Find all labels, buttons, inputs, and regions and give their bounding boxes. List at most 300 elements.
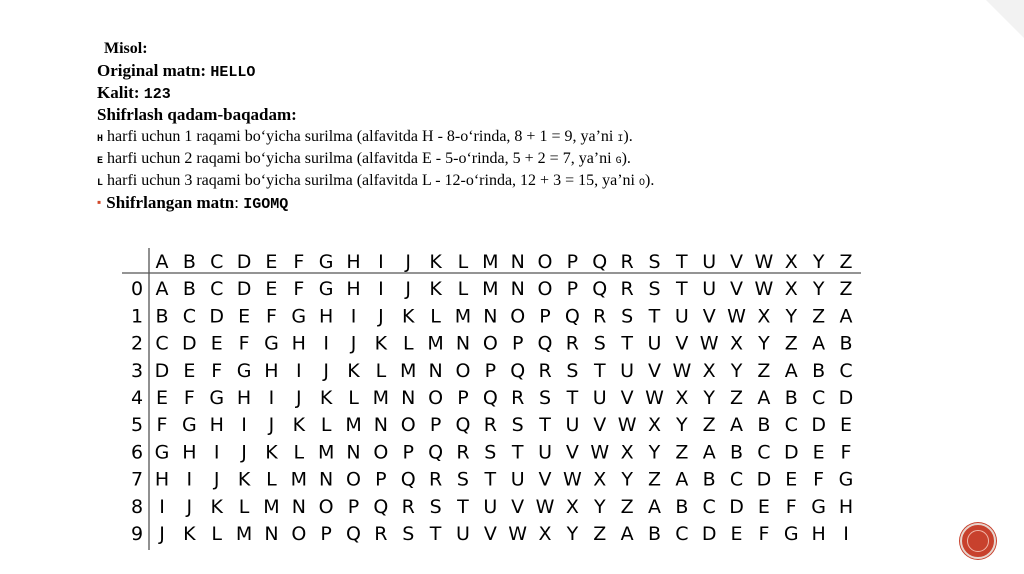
table-cell: E [265, 278, 278, 301]
table-cell: H [154, 468, 170, 491]
table-cell: X [757, 305, 771, 328]
table-cell: S [511, 414, 524, 437]
table-cell: Y [785, 305, 798, 328]
table-cell: R [511, 387, 525, 409]
step-text: harfi uchun 1 raqami bo‘yicha surilma (alfavitda H - 8-o‘rinda, 8 + 1 = 9, ya’ni [103, 128, 618, 145]
table-header-cell: W [754, 251, 774, 273]
table-cell: N [483, 305, 498, 328]
table-cell: E [785, 468, 798, 491]
table-cell: N [401, 387, 416, 409]
table-cell: X [675, 387, 689, 409]
table-row-label: 1 [130, 305, 144, 328]
table-cell: H [236, 387, 252, 409]
table-cell: C [675, 523, 689, 545]
table-cell: S [456, 468, 469, 491]
table-cell: I [323, 332, 329, 355]
table-cell: S [429, 495, 442, 518]
table-cell: X [593, 468, 607, 491]
table-cell: Q [482, 387, 498, 409]
table-cell: A [675, 468, 689, 491]
table-cell: W [590, 441, 610, 464]
table-header-cell: Z [839, 251, 853, 273]
table-cell: P [429, 414, 442, 437]
circle-nav-icon[interactable] [960, 523, 996, 559]
table-cell: U [674, 305, 689, 328]
table-cell: B [182, 278, 196, 301]
table-cell: N [264, 523, 279, 545]
table-cell: I [295, 359, 302, 382]
table-header-cell: X [784, 251, 798, 273]
table-cell: Q [373, 495, 389, 518]
step-text: harfi uchun 2 raqami bo‘yicha surilma (alfavitda E - 5-o‘rinda, 5 + 2 = 7, ya’ni [103, 150, 616, 167]
table-cell: D [756, 468, 772, 491]
encrypted-value: IGOMQ [243, 196, 289, 213]
table-cell: Q [346, 523, 362, 545]
table-cell: W [617, 414, 637, 437]
table-header-cell: C [210, 251, 224, 273]
table-cell: I [186, 468, 193, 491]
table-cell: E [238, 305, 251, 328]
table-cell: U [538, 441, 553, 464]
table-cell: V [730, 278, 744, 301]
table-cell: F [758, 523, 770, 545]
table-cell: C [182, 305, 197, 328]
table-cell: N [373, 414, 388, 437]
table-header-cell: J [405, 251, 412, 273]
table-cell: D [811, 414, 826, 437]
table-cell: I [378, 278, 384, 301]
table-header-cell: A [155, 251, 169, 273]
table-cell: Y [676, 414, 688, 437]
table-cell: O [428, 387, 444, 409]
key-label: Kalit: [97, 83, 140, 102]
table-cell: T [676, 278, 688, 301]
table-header-cell: O [537, 251, 553, 273]
table-cell: A [702, 441, 716, 464]
table-header-cell: D [236, 251, 252, 273]
table-cell: J [213, 468, 220, 491]
table-cell: O [318, 495, 334, 518]
table-cell: J [323, 359, 329, 382]
table-cell: G [811, 495, 827, 518]
table-header-cell: B [182, 251, 196, 273]
table-cell: M [400, 359, 417, 382]
table-cell: B [647, 523, 662, 545]
original-label: Original matn: [97, 61, 207, 80]
table-cell: O [291, 523, 307, 545]
table-cell: R [428, 468, 443, 491]
table-cell: U [702, 278, 717, 301]
table-cell: H [319, 305, 334, 328]
table-cell: M [290, 468, 308, 491]
table-cell: F [785, 495, 797, 518]
table-cell: Q [510, 359, 526, 382]
table-header-cell: H [346, 251, 361, 273]
table-cell: F [813, 468, 825, 491]
table-cell: P [320, 523, 332, 545]
table-cell: E [812, 441, 825, 464]
table-cell: Y [593, 495, 606, 518]
table-cell: K [210, 495, 223, 518]
table-cell: E [757, 495, 770, 518]
table-cell: T [621, 332, 633, 355]
table-cell: E [155, 387, 169, 409]
table-cell: J [186, 495, 193, 518]
table-cell: K [237, 468, 251, 491]
table-cell: C [210, 278, 224, 301]
table-cell: T [593, 359, 606, 382]
circle-nav-inner [967, 530, 989, 552]
step-text: harfi uchun 3 raqami bo‘yicha surilma (alfavitda L - 12-o‘rinda, 12 + 3 = 15, ya’ni [103, 172, 639, 189]
table-cell: M [235, 523, 253, 545]
table-header-cell: G [318, 251, 334, 273]
table-cell: Q [455, 414, 471, 437]
table-cell: O [510, 305, 526, 328]
table-cell: B [812, 359, 826, 382]
table-cell: R [593, 305, 607, 328]
table-cell: V [538, 468, 552, 491]
table-cell: Y [566, 523, 579, 545]
step-result: I [617, 134, 624, 145]
table-cell: S [566, 359, 579, 382]
step-letter: L [97, 178, 104, 189]
table-cell: O [346, 468, 362, 491]
table-cell: I [350, 305, 357, 328]
table-cell: D [783, 441, 799, 464]
encrypted-label: Shifrlangan matn [106, 193, 235, 212]
table-cell: P [484, 359, 497, 382]
table-cell: X [702, 359, 716, 382]
table-cell: P [539, 305, 551, 328]
table-cell: C [155, 332, 169, 355]
table-cell: R [620, 278, 634, 301]
table-header-cell: M [482, 251, 499, 273]
table-cell: S [593, 332, 606, 355]
table-cell: S [648, 278, 661, 301]
table-cell: T [539, 414, 551, 437]
table-cell: Z [812, 305, 826, 328]
table-cell: V [675, 332, 689, 355]
table-cell: Q [428, 441, 444, 464]
table-cell: K [183, 523, 196, 545]
table-cell: R [456, 441, 470, 464]
table-cell: V [647, 359, 661, 382]
table-cell: C [811, 387, 826, 409]
table-cell: J [241, 441, 247, 464]
original-value: HELLO [210, 64, 256, 81]
table-cell: I [159, 495, 165, 518]
table-cell: D [701, 523, 717, 545]
table-cell: U [620, 359, 635, 382]
table-cell: R [483, 414, 497, 437]
table-cell: A [784, 359, 798, 382]
table-cell: O [482, 332, 498, 355]
table-cell: Z [675, 441, 689, 464]
table-cell: N [346, 441, 361, 464]
table-cell: Z [593, 523, 607, 545]
table-cell: L [348, 387, 359, 409]
table-cell: N [428, 359, 443, 382]
table-cell: G [264, 332, 279, 355]
table-cell: A [647, 495, 661, 518]
table-cell: Q [592, 278, 608, 301]
table-cell: Y [621, 468, 633, 491]
table-cell: X [784, 278, 798, 301]
table-cell: O [455, 359, 471, 382]
table-cell: M [345, 414, 362, 437]
table-cell: B [730, 441, 744, 464]
table-row-label: 4 [130, 387, 144, 409]
table-row-label: 9 [130, 523, 144, 545]
table-cell: L [238, 495, 250, 518]
table-cell: X [620, 441, 634, 464]
table-row-label: 3 [130, 359, 144, 382]
table-cell: S [484, 441, 497, 464]
table-cell: J [405, 278, 412, 301]
table-cell: M [372, 387, 390, 409]
table-cell: N [319, 468, 334, 491]
table-cell: W [672, 359, 692, 382]
table-cell: N [510, 278, 525, 301]
table-cell: F [840, 441, 852, 464]
table-cell: L [211, 523, 223, 545]
table-cell: T [429, 523, 442, 545]
table-cell: B [757, 414, 771, 437]
table-cell: W [563, 468, 582, 491]
step-tail: ). [644, 172, 655, 189]
table-cell: H [291, 332, 306, 355]
table-cell: N [291, 495, 306, 518]
table-cell: H [346, 278, 361, 301]
table-cell: L [430, 305, 441, 328]
table-cell: V [483, 523, 497, 545]
table-cell: M [317, 441, 335, 464]
table-cell: Q [537, 332, 553, 355]
table-cell: X [538, 523, 552, 545]
table-cell: J [350, 332, 357, 355]
table-cell: C [729, 468, 744, 491]
table-cell: B [155, 305, 169, 328]
table-cell: A [730, 414, 744, 437]
table-cell: K [292, 414, 306, 437]
table-cell: D [154, 359, 170, 382]
bullet-square-icon: ▪ [97, 195, 102, 209]
table-cell: K [319, 387, 333, 409]
table-cell: Q [564, 305, 580, 328]
key-value: 123 [143, 86, 171, 103]
table-cell: D [209, 305, 225, 328]
table-header-cell: Q [592, 251, 608, 273]
table-cell: A [155, 278, 169, 301]
table-cell: X [647, 414, 661, 437]
table-cell: L [457, 278, 469, 301]
step-result: G [615, 156, 622, 167]
table-row-label: 7 [130, 468, 144, 491]
table-cell: H [182, 441, 197, 464]
table-row-label: 5 [130, 414, 144, 437]
table-cell: G [236, 359, 252, 382]
table-header-cell: S [648, 251, 661, 273]
table-cell: G [838, 468, 854, 491]
table-cell: H [264, 359, 279, 382]
table-cell: S [621, 305, 634, 328]
table-cell: F [156, 414, 168, 437]
table-cell: U [592, 387, 607, 409]
table-cell: F [265, 305, 277, 328]
table-cell: K [347, 359, 360, 382]
table-cell: M [427, 332, 444, 355]
table-cell: I [213, 441, 220, 464]
table-cell: A [839, 305, 853, 328]
table-header-cell: U [702, 251, 717, 273]
table-cell: S [539, 387, 552, 409]
table-cell: A [757, 387, 771, 409]
table-cell: L [375, 359, 387, 382]
table-cell: E [730, 523, 743, 545]
table-cell: W [645, 387, 664, 409]
table-cell: L [320, 414, 332, 437]
table-cell: R [565, 332, 580, 355]
table-cell: J [268, 414, 275, 437]
table-cell: R [538, 359, 552, 382]
table-cell: R [374, 523, 388, 545]
table-cell: Z [757, 359, 771, 382]
table-cell: E [210, 332, 223, 355]
table-cell: K [374, 332, 388, 355]
step-letter: H [97, 134, 104, 145]
table-cell: P [457, 387, 469, 409]
table-cell: F [183, 387, 195, 409]
table-cell: Y [812, 278, 825, 301]
table-cell: K [402, 305, 415, 328]
table-cell: H [811, 523, 826, 545]
encrypted-colon: : [234, 193, 239, 212]
table-cell: V [620, 387, 634, 409]
table-cell: W [699, 332, 719, 355]
table-cell: V [511, 495, 525, 518]
table-cell: A [620, 523, 634, 545]
table-cell: O [373, 441, 389, 464]
table-cell: N [455, 332, 471, 355]
table-cell: Y [648, 441, 661, 464]
step-tail: ). [623, 128, 633, 145]
table-header-cell: I [378, 251, 384, 273]
table-cell: Z [702, 414, 716, 437]
table-cell: D [236, 278, 252, 301]
table-cell: L [402, 332, 414, 355]
table-cell: A [812, 332, 826, 355]
table-cell: W [508, 523, 528, 545]
table-cell: F [238, 332, 250, 355]
table-cell: T [648, 305, 661, 328]
table-header-cell: E [265, 251, 278, 273]
table-cell: I [843, 523, 849, 545]
table-cell: H [838, 495, 854, 518]
table-cell: C [839, 359, 853, 382]
table-cell: G [291, 305, 307, 328]
table-cell: J [159, 523, 165, 545]
table-cell: E [183, 359, 196, 382]
steps-title: Shifrlash qadam-baqadam: [97, 105, 297, 124]
table-cell: X [730, 332, 744, 355]
table-cell: U [455, 523, 470, 545]
table-cell: V [593, 414, 607, 437]
table-cell: B [675, 495, 689, 518]
table-cell: P [347, 495, 360, 518]
table-header-cell: Y [812, 251, 825, 273]
table-cell: U [510, 468, 525, 491]
table-cell: Z [784, 332, 798, 355]
example-label: Misol: [104, 40, 148, 57]
table-cell: M [263, 495, 280, 518]
table-cell: O [400, 414, 416, 437]
table-header-cell: F [293, 251, 305, 273]
table-cell: P [402, 441, 414, 464]
table-cell: P [375, 468, 387, 491]
step-result: O [638, 178, 645, 189]
table-cell: B [784, 387, 798, 409]
table-cell: F [293, 278, 305, 301]
table-cell: M [482, 278, 499, 301]
table-cell: Z [730, 387, 744, 409]
table-cell: D [729, 495, 744, 518]
table-cell: R [401, 495, 415, 518]
table-cell: G [181, 414, 197, 437]
table-cell: G [783, 523, 799, 545]
table-cell: Z [620, 495, 634, 518]
table-cell: I [241, 414, 247, 437]
table-cell: Q [400, 468, 416, 491]
table-cell: G [209, 387, 225, 409]
table-cell: C [784, 414, 798, 437]
table-cell: H [209, 414, 224, 437]
table-cell: Y [730, 359, 743, 382]
table-header-cell: N [510, 251, 525, 273]
table-cell: U [565, 414, 580, 437]
step-tail: ). [621, 150, 631, 167]
table-cell: J [378, 305, 384, 328]
table-cell: D [182, 332, 197, 355]
table-cell: X [565, 495, 579, 518]
table-row-label: 8 [130, 495, 144, 518]
table-cell: G [318, 278, 334, 301]
step-letter: E [97, 156, 104, 167]
table-cell: Y [758, 332, 770, 355]
table-row-label: 6 [130, 441, 144, 464]
table-cell: W [727, 305, 746, 328]
table-cell: V [702, 305, 716, 328]
table-row-label: 2 [130, 332, 144, 355]
table-cell: C [757, 441, 771, 464]
table-cell: P [511, 332, 524, 355]
table-cell: D [838, 387, 854, 409]
table-cell: T [457, 495, 469, 518]
table-cell: S [402, 523, 415, 545]
table-cell: Y [703, 387, 716, 409]
table-row-label: 0 [130, 278, 144, 301]
table-header-cell: L [457, 251, 469, 273]
table-cell: F [211, 359, 223, 382]
table-cell: P [566, 278, 579, 301]
table-header-cell: T [676, 251, 688, 273]
table-cell: Z [839, 278, 853, 301]
table-cell: W [535, 495, 555, 518]
table-cell: J [295, 387, 302, 409]
table-header-cell: V [730, 251, 744, 273]
table-cell: O [537, 278, 553, 301]
table-cell: B [702, 468, 716, 491]
table-cell: C [702, 495, 716, 518]
